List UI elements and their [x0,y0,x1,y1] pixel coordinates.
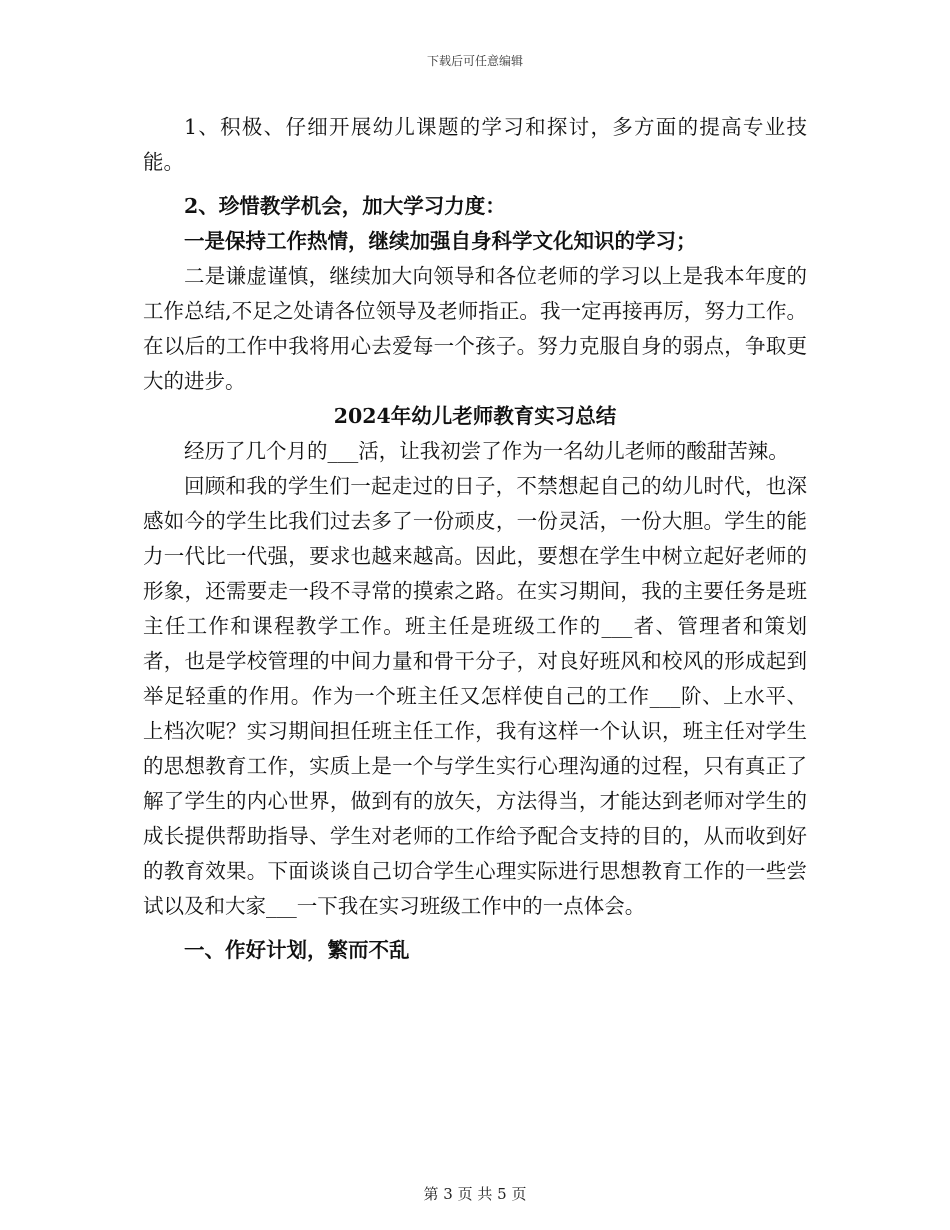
paragraph-3: 经历了几个月的___活，让我初尝了作为一名幼儿老师的酸甜苦辣。 [184,439,789,463]
heading-3: 一是保持工作热情，继续加强自身科学文化知识的学习； [184,229,697,253]
page-number: 第 3 页 共 5 页 [423,1185,527,1203]
heading-2: 2、珍惜教学机会，加大学习力度： [184,194,506,218]
paragraph-4: 回顾和我的学生们一起走过的日子，不禁想起自己的幼儿时代，也深感如今的学生比我们过去多了一份顽皮，一份灵活，一份大胆。学生的能力一代比一代强，要求也越来越高。因此，要想在学生中树立起好老师的形象，还需要走一段不寻常的摸索之路。在实习期间，我的主要任务是班主任工作和课程教学工作。班主任是班级工作的___者、管理者和策划者，也是学校管理的中间力量和骨干分子，对良好班风和校风的形成起到举足轻重的作用。作为一个班主任又怎样使自己的工作___阶、上水平、上档次呢？实习期间担任班主任工作，我有这样一个认识，班主任对学生的思想教育工作，实质上是一个与学生实行心理沟通的过程，只有真正了解了学生的内心世界，做到有的放矢，方法得当，才能达到老师对学生的成长提供帮助指导、学生对老师的工作给予配合支持的目的，从而收到好的教育效果。下面谈谈自己切合学生心理实际进行思想教育工作的一些尝试以及和大家___一下我在实习班级工作中的一点体会。 [143,474,807,918]
paragraph-2: 二是谦虚谨慎，继续加大向领导和各位老师的学习以上是我本年度的工作总结,不足之处请各位领导及老师指正。我一定再接再厉，努力工作。在以后的工作中我将用心去爱每一个孩子。努力克服自身的弱点，争取更大的进步。 [143,264,807,393]
heading-4: 一、作好计划，繁而不乱 [184,938,410,962]
page-header: 下载后可任意编辑 [426,54,523,68]
document-body [143,110,807,968]
section-title: 2024年幼儿老师教育实习总结 [333,404,617,428]
paragraph-1: 1、积极、仔细开展幼儿课题的学习和探讨，多方面的提高专业技能。 [143,115,807,174]
